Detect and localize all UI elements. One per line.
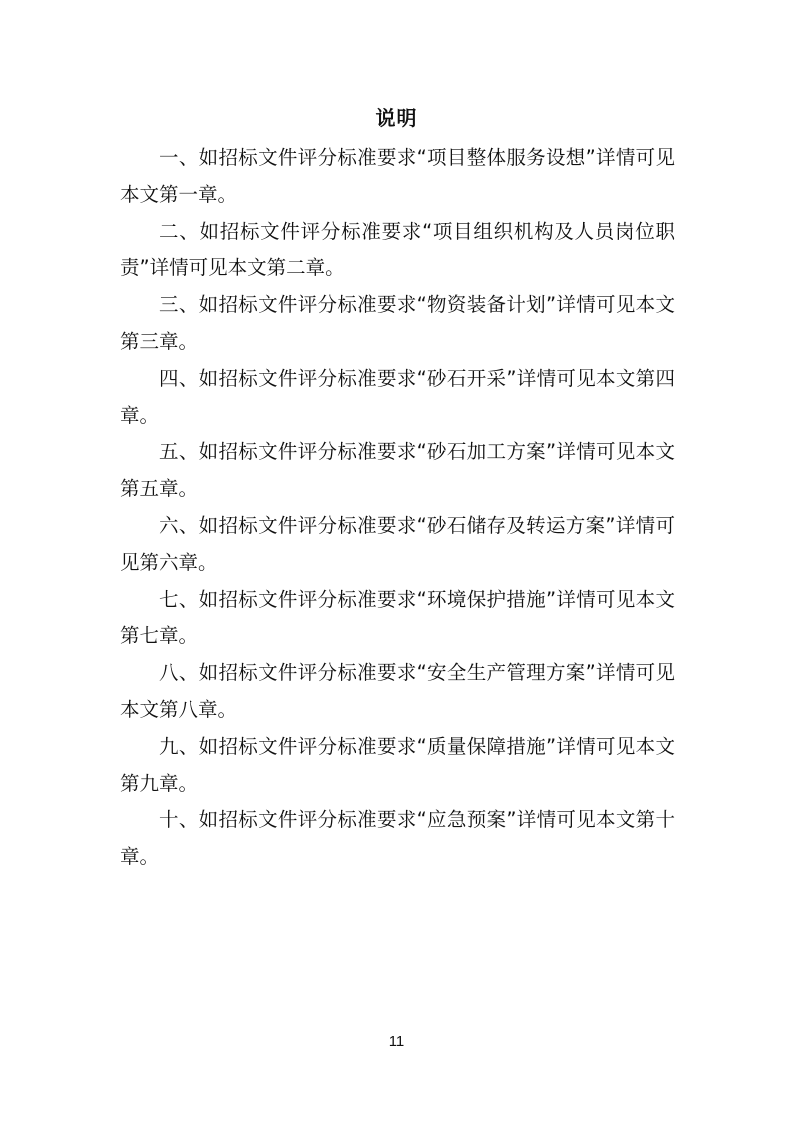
list-item: 三、如招标文件评分标准要求“物资装备计划”详情可见本文第三章。 [120,293,675,353]
list-item: 八、如招标文件评分标准要求“安全生产管理方案”详情可见本文第八章。 [120,661,675,721]
list-item: 五、如招标文件评分标准要求“砂石加工方案”详情可见本文第五章。 [120,440,675,501]
list-item: 一、如招标文件评分标准要求“项目整体服务设想”详情可见本文第一章。 [120,146,675,206]
list-item: 十、如招标文件评分标准要求“应急预案”详情可见本文第十章。 [120,808,675,869]
list-item: 六、如招标文件评分标准要求“砂石储存及转运方案”详情可见第六章。 [120,513,675,574]
list-item: 七、如招标文件评分标准要求“环境保护措施”详情可见本文第七章。 [120,587,675,648]
list-item: 九、如招标文件评分标准要求“质量保障措施”详情可见本文第九章。 [120,734,675,795]
page-title: 说明 [375,106,418,130]
list-item: 二、如招标文件评分标准要求“项目组织机构及人员岗位职责”详情可见本文第二章。 [120,219,675,280]
explanation-list [120,140,675,876]
page-number: 11 [388,1033,405,1050]
list-item: 四、如招标文件评分标准要求“砂石开采”详情可见本文第四章。 [120,366,675,427]
